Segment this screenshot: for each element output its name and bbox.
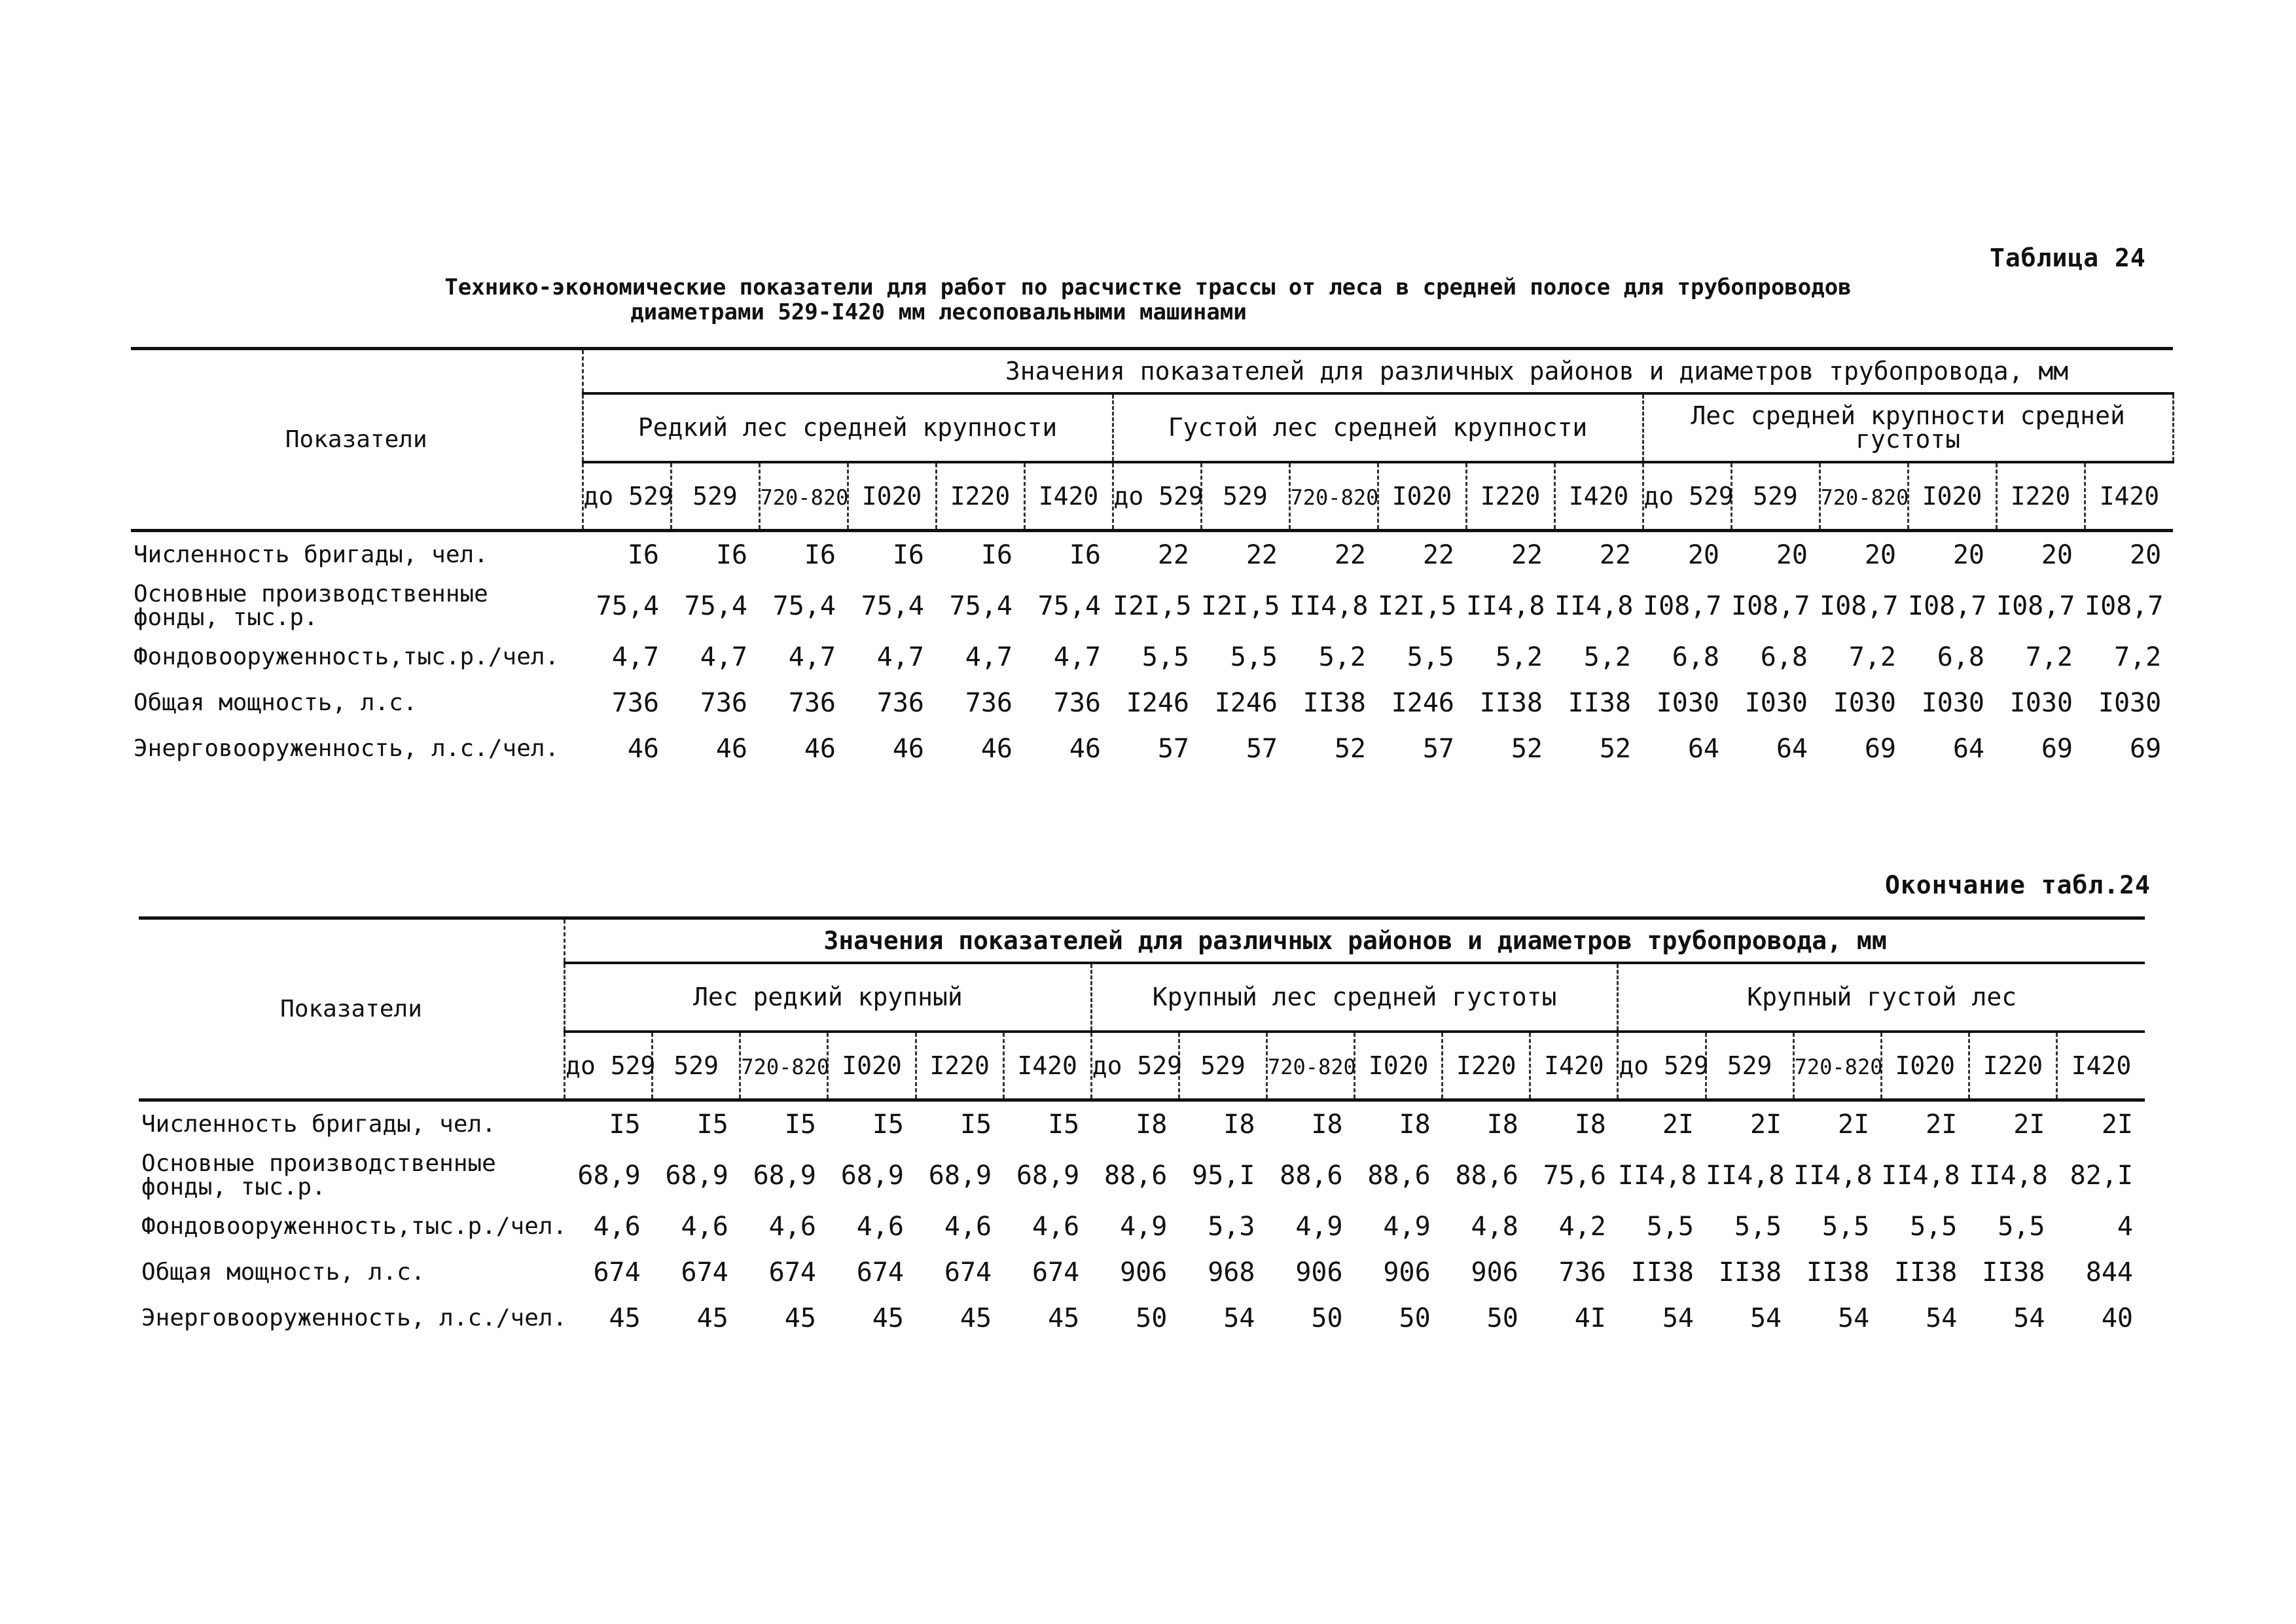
table-cell: I5 xyxy=(696,1110,728,1140)
diameter-label: до 529 xyxy=(1113,481,1204,511)
diameter-label: I020 xyxy=(842,1051,902,1080)
table-cell: I8 xyxy=(1574,1110,1606,1140)
table-cell: 68,9 xyxy=(577,1161,641,1191)
table-cell: 64 xyxy=(1952,734,1984,764)
table-cell: 5,2 xyxy=(1583,642,1631,672)
diameter-header-cell xyxy=(1024,462,1113,531)
row-label: Основные производственные фонды, тыс.р. xyxy=(134,581,488,631)
table-cell: I030 xyxy=(1921,688,1984,718)
table-cell: 6,8 xyxy=(1937,642,1984,672)
table-cell: 20 xyxy=(1864,540,1896,570)
table-cell: 88,6 xyxy=(1455,1161,1518,1191)
diameter-label: I220 xyxy=(1456,1051,1516,1080)
table-cell: 674 xyxy=(768,1257,816,1288)
table-cell: 844 xyxy=(2085,1257,2133,1288)
table-cell: I246 xyxy=(1214,688,1278,718)
table-cell: 736 xyxy=(611,688,659,718)
group-label-sparse-medium: Редкий лес средней крупности xyxy=(637,413,1058,442)
table-cell: 674 xyxy=(681,1257,728,1288)
diameter-label: до 529 xyxy=(565,1051,656,1080)
table-cell: 4,2 xyxy=(1558,1212,1606,1242)
table-title xyxy=(0,275,2296,325)
group-header-1 xyxy=(565,963,1092,1032)
table-cell: 52 xyxy=(1511,734,1543,764)
table-cell: 736 xyxy=(1053,688,1101,718)
diameter-header-cell xyxy=(1969,1032,2056,1100)
diameter-label: I020 xyxy=(861,481,922,511)
diameter-label: 529 xyxy=(1727,1051,1772,1080)
diameter-label: I220 xyxy=(1480,481,1541,511)
table-cell: 4 xyxy=(2117,1212,2133,1242)
table-cell: 64 xyxy=(1687,734,1719,764)
table-cell: I5 xyxy=(960,1110,992,1140)
table-cell: I030 xyxy=(2098,688,2162,718)
table-cell: 52 xyxy=(1599,734,1631,764)
diameter-header-cell xyxy=(1996,462,2085,531)
diameter-label: 720-820 xyxy=(1794,1054,1883,1079)
table-cell: I6 xyxy=(1069,540,1101,570)
table-cell: 4,9 xyxy=(1383,1212,1431,1242)
table-cell: 22 xyxy=(1599,540,1631,570)
table-cell: I08,7 xyxy=(1996,591,2075,621)
table-cell: I030 xyxy=(2009,688,2073,718)
table-cell: 5,5 xyxy=(1910,1212,1958,1242)
diameter-label: 720-820 xyxy=(741,1054,830,1079)
table-cell: 75,4 xyxy=(1037,591,1101,621)
table-cell: 5,5 xyxy=(1734,1212,1782,1242)
table-cell: 75,4 xyxy=(596,591,659,621)
table-cell: 20 xyxy=(2041,540,2073,570)
table-cell: II38 xyxy=(1718,1257,1782,1288)
diameter-label: I420 xyxy=(1544,1051,1604,1080)
table-row xyxy=(131,578,2173,634)
table-cell: 736 xyxy=(876,688,924,718)
group-label-large-dense: Крупный густой лес xyxy=(1747,983,2017,1011)
diameter-header-cell xyxy=(1618,1032,1709,1100)
table-cell: 54 xyxy=(1749,1303,1782,1333)
table-cell: 20 xyxy=(1952,540,1984,570)
group-header-1 xyxy=(583,393,1113,462)
diameter-label: I420 xyxy=(1038,481,1099,511)
diameter-label: I220 xyxy=(2010,481,2071,511)
diameter-label: I420 xyxy=(2071,1051,2132,1080)
table-row xyxy=(139,1100,2145,1148)
table-cell: 54 xyxy=(1926,1303,1958,1333)
table-cell: 4,6 xyxy=(944,1212,992,1242)
table-cell: 4,9 xyxy=(1295,1212,1343,1242)
table-cell: 736 xyxy=(1558,1257,1606,1288)
table-cell: 906 xyxy=(1120,1257,1168,1288)
table-cell: 6,8 xyxy=(1672,642,1719,672)
table-cell: 46 xyxy=(892,734,924,764)
group-label-large-medium-density: Крупный лес средней густоты xyxy=(1152,983,1557,1011)
table-cell: 82,I xyxy=(2070,1161,2133,1191)
table-cell: I8 xyxy=(1399,1110,1431,1140)
table-cell: 906 xyxy=(1295,1257,1343,1288)
table-cell: 736 xyxy=(700,688,747,718)
table-cell: 75,4 xyxy=(949,591,1013,621)
table-cell: I08,7 xyxy=(1820,591,1899,621)
table-cell: 2I xyxy=(2101,1110,2133,1140)
table-cell: II4,8 xyxy=(1617,1161,1697,1191)
diameter-header-cell xyxy=(1378,462,1466,531)
row-header-label: Показатели xyxy=(285,425,427,453)
group-header-2 xyxy=(1113,393,1643,462)
table-cell: 5,5 xyxy=(1230,642,1278,672)
table-cell: 6,8 xyxy=(1760,642,1808,672)
diameter-header-cell xyxy=(1443,1032,1530,1100)
table-cell: 4,8 xyxy=(1471,1212,1518,1242)
diameter-label: I420 xyxy=(1017,1051,1077,1080)
table-cell: 45 xyxy=(960,1303,992,1333)
diameter-label: 529 xyxy=(673,1051,719,1080)
table-cell: I5 xyxy=(609,1110,641,1140)
table-cell: I2I,5 xyxy=(1378,591,1457,621)
table-cell: 2I xyxy=(1926,1110,1958,1140)
diameter-header-cell xyxy=(1201,462,1289,531)
table-cell: I030 xyxy=(1656,688,1719,718)
table-row xyxy=(131,634,2173,680)
table-cell: 75,4 xyxy=(684,591,747,621)
table-cell: 7,2 xyxy=(2113,642,2162,672)
diameter-header-cell xyxy=(759,462,848,531)
table-cell: I2I,5 xyxy=(1113,591,1192,621)
diameter-label: до 529 xyxy=(1092,1051,1183,1080)
row-label: Энерговооруженность, л.с./чел. xyxy=(134,735,560,762)
diameter-label: I420 xyxy=(2099,481,2160,511)
table-cell: 45 xyxy=(696,1303,728,1333)
table-cell: 46 xyxy=(715,734,747,764)
data-table-continuation xyxy=(139,916,2145,1341)
row-header-cell xyxy=(139,918,565,1100)
table-cell: II38 xyxy=(1479,688,1543,718)
table-cell: 4,6 xyxy=(1031,1212,1080,1242)
diameter-label: 720-820 xyxy=(760,484,849,510)
group-label-medium-medium: Лес средней крупности средней густоты xyxy=(1691,401,2125,454)
diameter-header-cell xyxy=(1881,1032,1969,1100)
table-cell: 54 xyxy=(1223,1303,1255,1333)
table-cell: 7,2 xyxy=(2025,642,2073,672)
table-cell: 4,6 xyxy=(856,1212,905,1242)
table-cell: 45 xyxy=(609,1303,641,1333)
table-cell: 4I xyxy=(1574,1303,1606,1333)
group-header-2 xyxy=(1091,963,1618,1032)
row-header-label: Показатели xyxy=(280,995,422,1022)
table-cell: 4,7 xyxy=(965,642,1013,672)
diameter-header-cell xyxy=(1706,1032,1793,1100)
table-cell: 4,7 xyxy=(1053,642,1101,672)
table-cell: I08,7 xyxy=(2085,591,2164,621)
table-cell: I246 xyxy=(1126,688,1189,718)
table-cell: 4,6 xyxy=(681,1212,728,1242)
table-cell: 7,2 xyxy=(1848,642,1896,672)
table-cell: 50 xyxy=(1486,1303,1518,1333)
values-super-header-label: Значения показателей для различных районов и диаметров трубопровода, мм xyxy=(823,926,1887,955)
table-cell: 5,5 xyxy=(1821,1212,1870,1242)
diameter-header-cell xyxy=(1003,1032,1091,1100)
row-label: Фондовооруженность,тыс.р./чел. xyxy=(134,643,560,670)
diameter-header-cell xyxy=(1793,1032,1881,1100)
table-cell: 54 xyxy=(1838,1303,1870,1333)
continuation-label: Окончание табл.24 xyxy=(1885,871,2151,899)
group-label-sparse-large: Лес редкий крупный xyxy=(693,983,963,1011)
diameter-label: 720-820 xyxy=(1290,484,1379,510)
diameter-header-cell xyxy=(583,462,671,531)
table-cell: 5,2 xyxy=(1495,642,1543,672)
table-cell: 906 xyxy=(1471,1257,1518,1288)
table-cell: 20 xyxy=(1776,540,1808,570)
table-cell: II38 xyxy=(1894,1257,1958,1288)
diameter-header-cell xyxy=(1554,462,1643,531)
diameter-label: до 529 xyxy=(1619,1051,1709,1080)
table-cell: 45 xyxy=(872,1303,905,1333)
diameter-label: 720-820 xyxy=(1820,484,1909,510)
row-header-cell xyxy=(131,349,583,531)
table-cell: I5 xyxy=(1048,1110,1080,1140)
table-cell: II4,8 xyxy=(1289,591,1369,621)
table-cell: 22 xyxy=(1246,540,1278,570)
table-cell: 45 xyxy=(784,1303,816,1333)
diameter-header-cell xyxy=(1113,462,1204,531)
table-cell: II4,8 xyxy=(1881,1161,1960,1191)
table-cell: 75,6 xyxy=(1543,1161,1606,1191)
diameter-label: I020 xyxy=(1895,1051,1956,1080)
table-cell: 2I xyxy=(1838,1110,1870,1140)
diameter-header-cell xyxy=(1355,1032,1443,1100)
diameter-label: I020 xyxy=(1368,1051,1429,1080)
table-cell: 88,6 xyxy=(1367,1161,1431,1191)
table-cell: I030 xyxy=(1744,688,1808,718)
table-cell: 2I xyxy=(2013,1110,2045,1140)
diameter-header-cell xyxy=(1530,1032,1618,1100)
group-label-dense-medium: Густой лес средней крупности xyxy=(1168,413,1588,442)
diameter-label: 720-820 xyxy=(1267,1054,1356,1079)
table-number-label: Таблица 24 xyxy=(1990,244,2146,272)
table-cell: I08,7 xyxy=(1643,591,1722,621)
table-row xyxy=(131,726,2173,772)
table-cell: 4,6 xyxy=(768,1212,816,1242)
table-cell: 4,7 xyxy=(700,642,747,672)
table-cell: I6 xyxy=(715,540,747,570)
table-cell: 22 xyxy=(1422,540,1454,570)
group-header-3 xyxy=(1643,393,2173,462)
table-cell: 68,9 xyxy=(928,1161,992,1191)
table-cell: 22 xyxy=(1511,540,1543,570)
table-cell: I6 xyxy=(980,540,1013,570)
diameter-header-cell xyxy=(740,1032,828,1100)
table-cell: 40 xyxy=(2101,1303,2133,1333)
table-cell: II38 xyxy=(1302,688,1366,718)
table-cell: 4,7 xyxy=(788,642,836,672)
table-cell: 68,9 xyxy=(840,1161,905,1191)
table-cell: I6 xyxy=(892,540,924,570)
table-title-line-2: диаметрами 529-I420 мм лесоповальными машинами xyxy=(630,299,1247,325)
table-cell: 46 xyxy=(980,734,1013,764)
table-cell: 22 xyxy=(1157,540,1189,570)
table-row xyxy=(139,1250,2145,1295)
table-cell: 95,I xyxy=(1192,1161,1255,1191)
table-cell: I5 xyxy=(784,1110,816,1140)
table-cell: 674 xyxy=(944,1257,992,1288)
table-cell: 68,9 xyxy=(1016,1161,1080,1191)
table-cell: 52 xyxy=(1334,734,1366,764)
row-label: Фондовооруженность,тыс.р./чел. xyxy=(141,1213,567,1240)
table-cell: 69 xyxy=(2130,734,2162,764)
table-cell: II4,8 xyxy=(1706,1161,1785,1191)
table-cell: 968 xyxy=(1208,1257,1255,1288)
table-cell: 906 xyxy=(1383,1257,1431,1288)
table-cell: 57 xyxy=(1246,734,1278,764)
diameter-label: I220 xyxy=(929,1051,990,1080)
table-cell: 64 xyxy=(1776,734,1808,764)
table-cell: 46 xyxy=(627,734,659,764)
table-cell: 45 xyxy=(1048,1303,1080,1333)
table-cell: I6 xyxy=(804,540,836,570)
table-cell: I8 xyxy=(1486,1110,1518,1140)
table-cell: 4,6 xyxy=(593,1212,641,1242)
row-label: Энерговооруженность, л.с./чел. xyxy=(141,1305,567,1331)
row-label: Общая мощность, л.с. xyxy=(141,1259,425,1286)
table-cell: 5,5 xyxy=(1407,642,1454,672)
table-cell: I08,7 xyxy=(1908,591,1987,621)
diameter-label: 529 xyxy=(692,481,738,511)
diameter-header-cell xyxy=(916,1032,1003,1100)
table-cell: I08,7 xyxy=(1731,591,1810,621)
table-cell: I5 xyxy=(872,1110,905,1140)
diameter-header-cell xyxy=(1179,1032,1266,1100)
table-cell: 4,7 xyxy=(876,642,924,672)
group-header-3 xyxy=(1618,963,2145,1032)
table-cell: I030 xyxy=(1833,688,1896,718)
table-row xyxy=(131,531,2173,579)
table-cell: 57 xyxy=(1422,734,1454,764)
table-cell: 50 xyxy=(1136,1303,1168,1333)
data-table-main xyxy=(131,347,2174,772)
table-cell: 674 xyxy=(593,1257,641,1288)
table-cell: II38 xyxy=(1806,1257,1870,1288)
table-cell: 674 xyxy=(856,1257,905,1288)
diameter-header-cell xyxy=(828,1032,916,1100)
diameter-header-cell xyxy=(2056,1032,2145,1100)
table-cell: 20 xyxy=(1687,540,1719,570)
table-cell: II4,8 xyxy=(1466,591,1545,621)
table-cell: I246 xyxy=(1391,688,1454,718)
diameter-header-cell xyxy=(1731,462,1820,531)
table-cell: II38 xyxy=(1568,688,1631,718)
table-cell: 50 xyxy=(1311,1303,1343,1333)
table-cell: 5,2 xyxy=(1318,642,1366,672)
diameter-header-cell xyxy=(653,1032,740,1100)
table-cell: II4,8 xyxy=(1554,591,1634,621)
diameter-header-cell xyxy=(1908,462,1996,531)
table-cell: 68,9 xyxy=(753,1161,816,1191)
diameter-label: I020 xyxy=(1391,481,1452,511)
table-cell: I8 xyxy=(1223,1110,1255,1140)
diameter-header-cell xyxy=(936,462,1024,531)
table-cell: I2I,5 xyxy=(1201,591,1280,621)
diameter-header-cell xyxy=(1466,462,1554,531)
diameter-header-cell xyxy=(565,1032,656,1100)
diameter-label: I220 xyxy=(950,481,1011,511)
table-cell: 54 xyxy=(1662,1303,1694,1333)
table-cell: I8 xyxy=(1311,1110,1343,1140)
table-cell: 22 xyxy=(1334,540,1366,570)
table-cell: 69 xyxy=(1864,734,1896,764)
diameter-header-cell xyxy=(848,462,936,531)
table-cell: 5,5 xyxy=(1141,642,1189,672)
table-cell: 75,4 xyxy=(861,591,924,621)
table-cell: 57 xyxy=(1157,734,1189,764)
diameter-label: I420 xyxy=(1568,481,1629,511)
table-cell: 2I xyxy=(1662,1110,1694,1140)
table-cell: 46 xyxy=(1069,734,1101,764)
diameter-label: 529 xyxy=(1753,481,1798,511)
table-cell: 50 xyxy=(1399,1303,1431,1333)
table-cell: 674 xyxy=(1031,1257,1080,1288)
table-cell: II4,8 xyxy=(1969,1161,2048,1191)
table-cell: 4,9 xyxy=(1120,1212,1168,1242)
table-cell: II38 xyxy=(1630,1257,1694,1288)
diameter-label: до 529 xyxy=(1643,481,1734,511)
table-cell: 46 xyxy=(804,734,836,764)
table-row xyxy=(139,1204,2145,1250)
diameter-label: 529 xyxy=(1223,481,1268,511)
diameter-header-cell xyxy=(1820,462,1908,531)
row-label: Основные производственные фонды, тыс.р. xyxy=(141,1150,496,1200)
table-row xyxy=(139,1295,2145,1341)
table-cell: I8 xyxy=(1136,1110,1168,1140)
table-cell: II4,8 xyxy=(1793,1161,1873,1191)
table-cell: 75,4 xyxy=(772,591,836,621)
diameter-header-cell xyxy=(1289,462,1378,531)
table-cell: II38 xyxy=(1982,1257,2045,1288)
table-cell: 736 xyxy=(965,688,1013,718)
table-row xyxy=(139,1147,2145,1204)
table-cell: 88,6 xyxy=(1280,1161,1343,1191)
table-cell: 69 xyxy=(2041,734,2073,764)
table-cell: 5,3 xyxy=(1208,1212,1255,1242)
diameter-label: до 529 xyxy=(583,481,673,511)
table-cell: 2I xyxy=(1749,1110,1782,1140)
table-cell: 5,5 xyxy=(1646,1212,1694,1242)
diameter-label: I220 xyxy=(1982,1051,2043,1080)
table-cell: 68,9 xyxy=(665,1161,728,1191)
table-cell: 20 xyxy=(2130,540,2162,570)
diameter-header-cell xyxy=(2085,462,2173,531)
diameter-label: 529 xyxy=(1200,1051,1246,1080)
table-row xyxy=(131,680,2173,726)
values-super-header-label: Значения показателей для различных районов и диаметров трубопровода, мм xyxy=(1005,356,2069,386)
table-cell: 54 xyxy=(2013,1303,2045,1333)
values-super-header xyxy=(583,349,2173,393)
values-super-header xyxy=(565,918,2145,963)
row-label: Общая мощность, л.с. xyxy=(134,689,418,716)
table-cell: I6 xyxy=(627,540,659,570)
diameter-header-cell xyxy=(1266,1032,1354,1100)
diameter-label: I020 xyxy=(1922,481,1982,511)
row-label: Численность бригады, чел. xyxy=(141,1111,496,1138)
row-label: Численность бригады, чел. xyxy=(134,541,488,568)
diameter-header-cell xyxy=(671,462,759,531)
diameter-header-cell xyxy=(1091,1032,1183,1100)
table-title-line-1: Технико-экономические показатели для работ по расчистке трассы от леса в средней полосе для трубопроводов xyxy=(444,274,1852,300)
table-cell: 5,5 xyxy=(1998,1212,2045,1242)
diameter-header-cell xyxy=(1643,462,1734,531)
table-cell: 4,7 xyxy=(611,642,659,672)
table-cell: 88,6 xyxy=(1104,1161,1168,1191)
table-cell: 736 xyxy=(788,688,836,718)
